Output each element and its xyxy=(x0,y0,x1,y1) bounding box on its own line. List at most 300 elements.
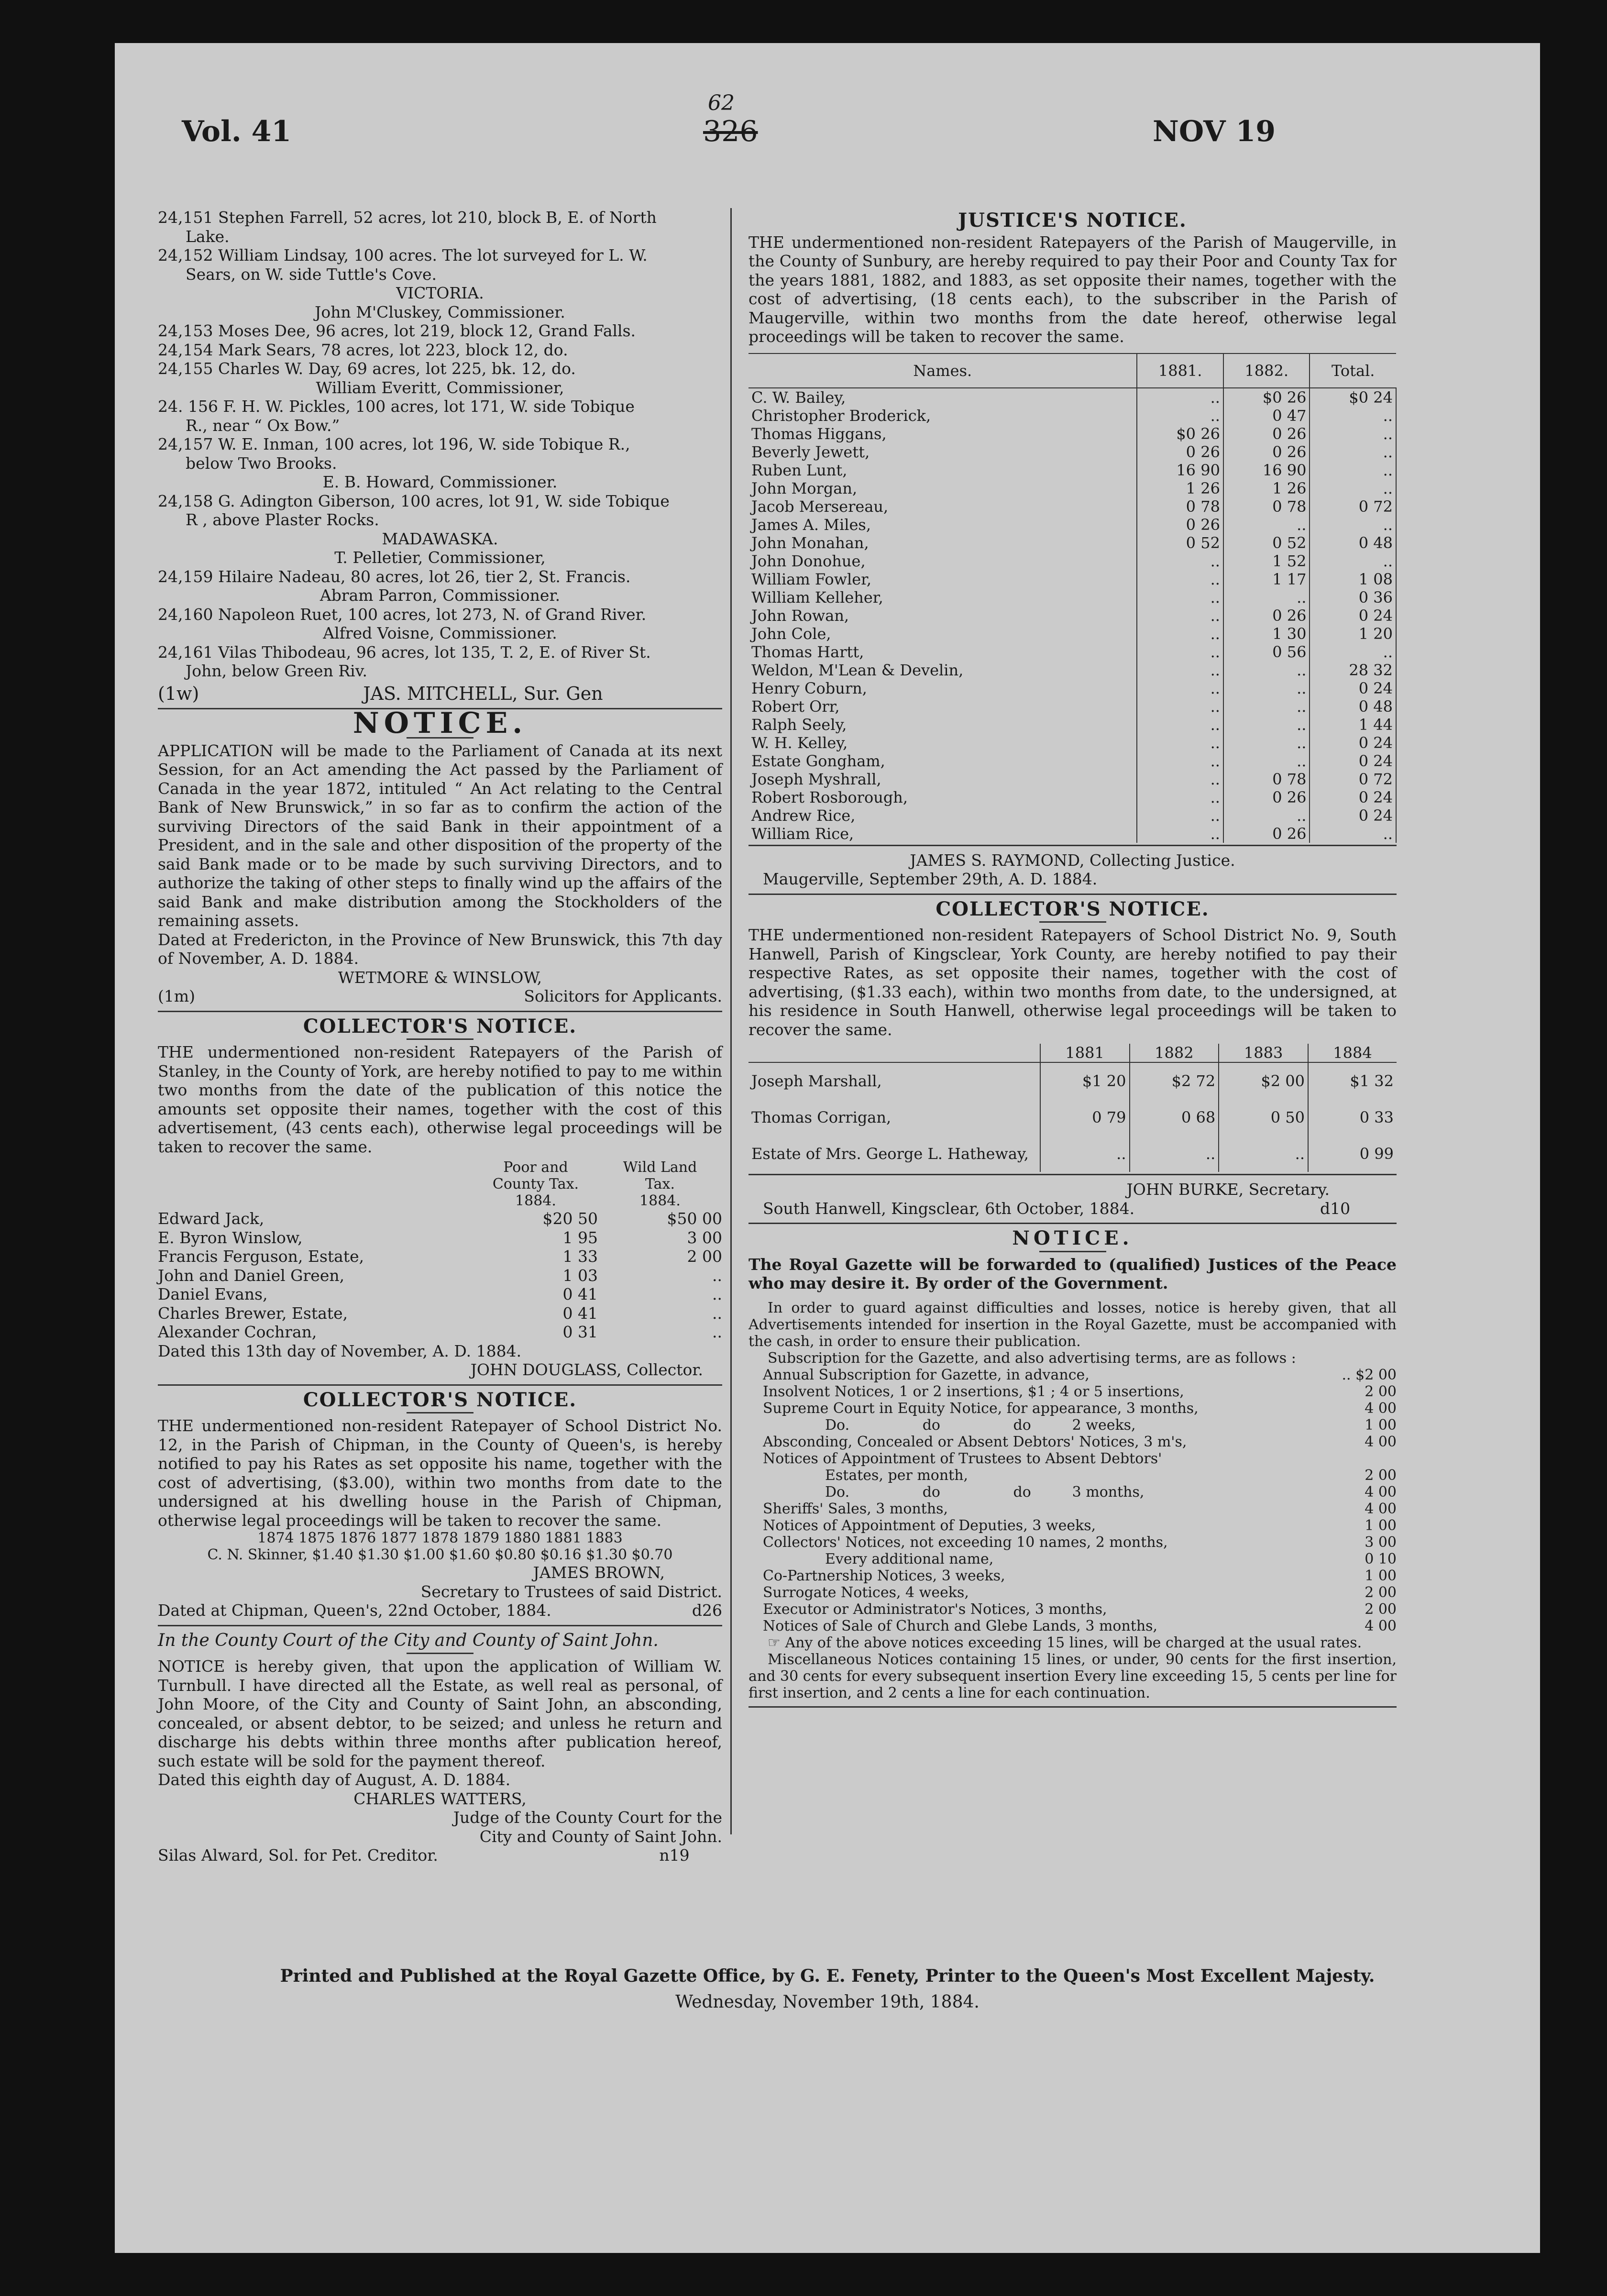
cell: C. W. Bailey, xyxy=(751,388,846,407)
stanley-notice-body: THE undermentioned non-resident Ratepayers of the Parish of Stanley, in the County of York, are hereby notified to pay to me within two months from the date of the publication of this notice the amounts set opposite their names, together with the cost of this advertisement, (43 cents each), otherwise legal proceedings will be taken to recover the same. xyxy=(158,1043,722,1156)
rate-price: 4 00 xyxy=(1365,1433,1397,1450)
table-row xyxy=(158,1209,722,1228)
rate-price: 3 00 xyxy=(1365,1534,1397,1551)
chipman-notice-heading: COLLECTOR'S NOTICE. xyxy=(303,1388,577,1411)
table-row xyxy=(748,443,1396,461)
hanwell-notice-body: THE undermentioned non-resident Ratepayers of School District No. 9, South Hanwell, Parish of Kingsclear, York County, are hereby notified to pay their respective Rates, as set opposite their names, together with the cost of advertising, ($1.33 each), within two months from date, to the undersigned, at his residence in South Hanwell, otherwise legal proceedings will be taken to recover the same. xyxy=(748,926,1397,1039)
stanley-col-wild: Wild Land Tax. 1884. xyxy=(623,1159,697,1209)
rate-label: Surrogate Notices, 4 weeks, xyxy=(763,1584,969,1601)
wild-land-tax: $50 00 xyxy=(667,1209,722,1228)
stanley-col-poor: Poor and County Tax. 1884. xyxy=(492,1159,579,1209)
table-row xyxy=(748,716,1396,734)
gazette-excess-note: ☞ Any of the above notices exceeding 15 lines, will be charged at the usual rates. xyxy=(768,1634,1362,1651)
land-line: R., near “ Ox Bow.” xyxy=(186,416,340,435)
ratepayer-name: Edward Jack, xyxy=(158,1209,264,1228)
cell: 0 24 xyxy=(1310,734,1396,752)
rate-line xyxy=(748,1367,1397,1383)
cell: 1 20 xyxy=(1310,625,1396,643)
table-row xyxy=(748,461,1396,479)
cell: 0 50 xyxy=(1219,1099,1308,1136)
rate-line xyxy=(748,1534,1397,1551)
rate-line xyxy=(748,1517,1397,1534)
rate-label: Executor or Administrator's Notices, 3 months, xyxy=(763,1601,1107,1618)
application-notice-body: APPLICATION will be made to the Parliament of Canada at its next Session, for an Act amending the Act passed by the Parliament of Canada in the year 1872, intituled “ An Act relating to the Central Bank of New Brunswick,” in so far as to confirm the action of the surviving Directors of the said Bank in their appointment of a President, and in the sale and other disposition of the property of the said Bank made or to be made by such surviving Directors, and to authorize the taking of other steps to finally wind up the affairs of the said Bank and make distribution among the Stockholders of the remaining assets. xyxy=(158,741,722,930)
printer-imprint: Printed and Published at the Royal Gazette Office, by G. E. Fenety, Printer to the Queen's Most Excellent Majesty. xyxy=(280,1966,1375,1986)
cell: John Morgan, xyxy=(751,479,858,497)
col-names: Names. xyxy=(748,353,1137,388)
cell: Thomas Hartt, xyxy=(751,642,864,661)
col-1882: 1882 xyxy=(1130,1044,1219,1062)
cell: 1 17 xyxy=(1223,570,1310,588)
cell: .. xyxy=(1223,697,1310,716)
land-signature xyxy=(158,684,722,704)
table-row xyxy=(748,752,1396,770)
rate-line xyxy=(748,1383,1397,1400)
table-row xyxy=(158,1304,722,1323)
cell: .. xyxy=(1137,770,1223,788)
cell: .. xyxy=(1137,788,1223,806)
cell: .. xyxy=(1040,1136,1130,1172)
cell: 0 24 xyxy=(1310,679,1396,697)
cell: 0 24 xyxy=(1310,788,1396,806)
court-notice-body: NOTICE is hereby given, that upon the application of William W. Turnbull. I have directed all the Estate, as well real as personal, of John Moore, of the City and County of Saint John, an absconding, concealed, or absent debtor, to be seized; and unless he return and discharge his debts within three months after publication hereof, such estate will be sold for the payment thereof. xyxy=(158,1657,722,1770)
cell: 1 52 xyxy=(1223,552,1310,570)
cell: .. xyxy=(1223,588,1310,607)
notice-heading: NOTICE. xyxy=(352,706,528,740)
chipman-dated: Dated at Chipman, Queen's, 22nd October, 1884. xyxy=(158,1601,551,1620)
land-line: VICTORIA. xyxy=(396,284,484,302)
cell: .. xyxy=(1137,716,1223,734)
cell: 0 72 xyxy=(1310,770,1396,788)
rate-label: Co-Partnership Notices, 3 weeks, xyxy=(763,1567,1005,1584)
rate-line xyxy=(748,1434,1397,1450)
land-line: 24,161 Vilas Thibodeau, 96 acres, lot 135, T. 2, E. of River St. xyxy=(158,642,651,662)
rate-label: Annual Subscription for Gazette, in advance, xyxy=(763,1366,1090,1383)
land-line: 24,157 W. E. Inman, 100 acres, lot 196, W. side Tobique R., xyxy=(158,435,630,453)
page-number-handwritten: 62 xyxy=(708,91,735,115)
cell: 28 32 xyxy=(1310,661,1396,679)
cell: .. xyxy=(1223,516,1310,534)
ratepayer-name: Alexander Cochran, xyxy=(158,1323,317,1341)
cell: .. xyxy=(1310,552,1396,570)
table-row xyxy=(748,479,1396,497)
court-role-1: Judge of the County Court for the xyxy=(453,1808,722,1827)
cell: .. xyxy=(1137,679,1223,697)
rate-label: Supreme Court in Equity Notice, for appearance, 3 months, xyxy=(763,1400,1199,1417)
cell: Robert Rosborough, xyxy=(751,788,908,806)
cell: 16 90 xyxy=(1137,461,1223,479)
cell: Thomas Higgans, xyxy=(751,424,887,443)
rate-line xyxy=(748,1417,1397,1434)
cell: 0 24 xyxy=(1310,752,1396,770)
cell: $0 26 xyxy=(1137,425,1223,443)
cell: 0 26 xyxy=(1137,443,1223,461)
cell: Jacob Mersereau, xyxy=(751,497,889,516)
cell: Christopher Broderick, xyxy=(751,406,931,425)
cell: .. xyxy=(1223,661,1310,679)
table-row xyxy=(748,570,1396,588)
cell: .. xyxy=(1223,734,1310,752)
col-1883: 1883 xyxy=(1219,1044,1308,1062)
cell: 0 79 xyxy=(1040,1099,1130,1136)
land-line: E. B. Howard, Commissioner. xyxy=(322,473,558,491)
cell: $0 24 xyxy=(1310,388,1396,407)
cell: .. xyxy=(1310,479,1396,497)
cell: .. xyxy=(1310,825,1396,843)
cell: .. xyxy=(1130,1136,1219,1172)
ratepayer-name: Francis Ferguson, Estate, xyxy=(158,1247,364,1266)
table-row xyxy=(158,1228,722,1247)
cell: 1 08 xyxy=(1310,570,1396,588)
cell: Robert Orr, xyxy=(751,697,840,716)
table-row xyxy=(748,1062,1397,1099)
cell: W. H. Kelley, xyxy=(751,733,848,752)
cell: 0 68 xyxy=(1130,1099,1219,1136)
cell: John Rowan, xyxy=(751,606,849,625)
wild-land-tax: .. xyxy=(712,1266,722,1285)
cell: .. xyxy=(1223,716,1310,734)
land-signer: JAS. MITCHELL, Sur. Gen xyxy=(363,683,603,704)
rate-price: 4 00 xyxy=(1365,1483,1397,1501)
rate-price: 4 00 xyxy=(1365,1400,1397,1417)
stanley-table xyxy=(158,1209,722,1342)
land-line: Abram Parron, Commissioner. xyxy=(319,586,561,605)
table-row xyxy=(748,407,1396,425)
table-row xyxy=(748,607,1396,625)
land-line: Lake. xyxy=(186,227,230,246)
cell: $2 72 xyxy=(1130,1062,1219,1099)
gazette-notice-body: The Royal Gazette will be forwarded to (qualified) Justices of the Peace who may desire it. By order of the Government. xyxy=(748,1255,1397,1292)
cell: .. xyxy=(1219,1136,1308,1172)
poor-county-tax: 1 33 xyxy=(562,1247,598,1266)
cell: .. xyxy=(1137,734,1223,752)
land-line: 24,153 Moses Dee, 96 acres, lot 219, block 12, Grand Falls. xyxy=(158,321,636,340)
land-line: 24,151 Stephen Farrell, 52 acres, lot 210, block B, E. of North xyxy=(158,208,657,227)
land-line: 24,155 Charles W. Day, 69 acres, lot 225, bk. 12, do. xyxy=(158,359,576,378)
rate-price xyxy=(1325,1450,1397,1467)
rate-price: 1 00 xyxy=(1365,1517,1397,1534)
poor-county-tax: 0 41 xyxy=(562,1303,598,1323)
cell: $1 32 xyxy=(1308,1062,1397,1099)
cell: 0 56 xyxy=(1223,643,1310,661)
cell: $0 26 xyxy=(1223,388,1310,407)
rate-line xyxy=(748,1551,1397,1567)
table-row xyxy=(748,497,1396,516)
column-divider xyxy=(730,208,732,1834)
justice-notice-body: THE undermentioned non-resident Ratepayers of the Parish of Maugerville, in the County of Sunbury, are hereby required to pay their Poor and County Tax for the years 1881, 1882, and 1883, as set opposite their names, together with the cost of advertising, (18 cents each), to the subscriber in the Parish of Maugerville, within two months from the date hereof, otherwise legal proceedings will be taken to recover the same. xyxy=(748,232,1397,346)
col-total: Total. xyxy=(1310,353,1396,388)
cell: John Monahan, xyxy=(751,533,869,552)
table-row xyxy=(748,806,1396,825)
cell: .. xyxy=(1310,425,1396,443)
rate-line xyxy=(748,1467,1397,1484)
rate-label: Do. do do 2 weeks, xyxy=(825,1416,1136,1434)
cell: .. xyxy=(1310,443,1396,461)
col-1881: 1881 xyxy=(1040,1044,1130,1062)
cell: .. xyxy=(1137,407,1223,425)
rate-line xyxy=(748,1601,1397,1618)
cell: 0 24 xyxy=(1310,806,1396,825)
gazette-terms-intro: Subscription for the Gazette, and also advertising terms, are as follows : xyxy=(768,1349,1296,1367)
cell: .. xyxy=(1137,607,1223,625)
table-row xyxy=(748,770,1396,788)
table-row xyxy=(748,625,1396,643)
table-row xyxy=(158,1247,722,1266)
rate-price: 2 00 xyxy=(1365,1383,1397,1400)
cell: Estate Gongham, xyxy=(751,751,885,770)
hanwell-code: d10 xyxy=(1320,1199,1351,1218)
rate-line xyxy=(748,1567,1397,1584)
cell: Joseph Marshall, xyxy=(751,1072,882,1090)
maugerville-table-header xyxy=(748,353,1396,388)
issue-date: NOV 19 xyxy=(1153,115,1276,148)
table-row xyxy=(748,534,1396,552)
col-1884: 1884 xyxy=(1308,1044,1397,1062)
cell: .. xyxy=(1137,752,1223,770)
chipman-row: C. N. Skinner, $1.40 $1.30 $1.00 $1.60 $0.80 $0.16 $1.30 $0.70 xyxy=(207,1546,673,1563)
land-line: 24,154 Mark Sears, 78 acres, lot 223, block 12, do. xyxy=(158,340,568,359)
cell: Ralph Seely, xyxy=(751,715,847,734)
cell: 0 52 xyxy=(1223,534,1310,552)
court-dated: Dated this eighth day of August, A. D. 1884. xyxy=(158,1770,511,1789)
cell: .. xyxy=(1137,697,1223,716)
hanwell-dated: South Hanwell, Kingsclear, 6th October, 1884. xyxy=(763,1199,1135,1218)
table-row xyxy=(748,588,1396,607)
poor-county-tax: $20 50 xyxy=(542,1209,598,1228)
hanwell-signer: JOHN BURKE, Secretary. xyxy=(1126,1180,1330,1199)
ratepayer-name: John and Daniel Green, xyxy=(158,1266,345,1285)
land-line: T. Pelletier, Commissioner, xyxy=(334,548,546,567)
table-row xyxy=(748,825,1396,843)
pointing-hand-icon: ☞ xyxy=(768,1634,785,1651)
cell: 0 48 xyxy=(1310,697,1396,716)
land-line: Sears, on W. side Tuttle's Cove. xyxy=(186,265,437,284)
table-row xyxy=(748,1099,1397,1136)
table-row xyxy=(748,516,1396,534)
rate-label: Notices of Sale of Church and Glebe Lands, 3 months, xyxy=(763,1617,1158,1634)
rate-price: 0 10 xyxy=(1365,1550,1397,1567)
ratepayer-name: Charles Brewer, Estate, xyxy=(158,1303,348,1323)
cell: $2 00 xyxy=(1219,1062,1308,1099)
wild-land-tax: .. xyxy=(712,1323,722,1341)
cell: 0 26 xyxy=(1223,825,1310,843)
court-solicitor: Silas Alward, Sol. for Pet. Creditor. xyxy=(158,1846,438,1865)
rate-price: 2 00 xyxy=(1365,1584,1397,1601)
col-1882: 1882. xyxy=(1223,353,1310,388)
cell: 0 78 xyxy=(1137,497,1223,516)
table-row xyxy=(158,1285,722,1304)
cell: 0 47 xyxy=(1223,407,1310,425)
cell: Thomas Corrigan, xyxy=(751,1108,892,1126)
rate-line xyxy=(748,1501,1397,1517)
table-row xyxy=(748,788,1396,806)
rate-line xyxy=(748,1584,1397,1601)
page-number: 326 xyxy=(703,115,758,148)
justice-dated: Maugerville, September 29th, A. D. 1884. xyxy=(763,870,1098,888)
cell: .. xyxy=(1310,516,1396,534)
table-row xyxy=(748,1136,1397,1172)
land-line: John M'Cluskey, Commissioner. xyxy=(315,302,565,321)
land-code: (1w) xyxy=(158,683,199,704)
cell: .. xyxy=(1137,388,1223,407)
land-line: 24. 156 F. H. W. Pickles, 100 acres, lot 171, W. side Tobique xyxy=(158,397,635,416)
cell: .. xyxy=(1137,570,1223,588)
cell: .. xyxy=(1137,661,1223,679)
cell: 0 36 xyxy=(1310,588,1396,607)
left-column xyxy=(158,208,722,1865)
rate-price: .. $2 00 xyxy=(1342,1366,1397,1383)
rate-price: 1 00 xyxy=(1365,1567,1397,1584)
table-row xyxy=(748,552,1396,570)
stanley-signer: JOHN DOUGLASS, Collector. xyxy=(470,1360,703,1379)
land-line: MADAWASKA. xyxy=(382,529,498,548)
table-row xyxy=(748,734,1396,752)
volume-label: Vol. 41 xyxy=(182,115,292,148)
chipman-role: Secretary to Trustees of said District. xyxy=(420,1582,722,1601)
cell: 1 26 xyxy=(1223,479,1310,497)
court-role-2: City and County of Saint John. xyxy=(479,1827,722,1846)
rate-label: Notices of Appointment of Trustees to Absent Debtors' xyxy=(763,1450,1162,1467)
land-line: 24,159 Hilaire Nadeau, 80 acres, lot 26, tier 2, St. Francis. xyxy=(158,567,631,586)
cell: 1 26 xyxy=(1137,479,1223,497)
land-line: John, below Green Riv. xyxy=(186,662,367,680)
table-row xyxy=(158,1323,722,1342)
application-code: (1m) xyxy=(158,987,196,1005)
land-line: Alfred Voisne, Commissioner. xyxy=(323,624,557,642)
cell: .. xyxy=(1310,407,1396,425)
wild-land-tax: .. xyxy=(712,1285,722,1303)
cell: John Donohue, xyxy=(751,552,866,570)
rate-label: Every additional name, xyxy=(825,1550,994,1567)
ratepayer-name: E. Byron Winslow, xyxy=(158,1228,303,1247)
rate-label: Do. do do 3 months, xyxy=(825,1483,1145,1501)
cell: Ruben Lunt, xyxy=(751,461,848,479)
table-row xyxy=(748,425,1396,443)
land-line: 24,160 Napoleon Ruet, 100 acres, lot 273, N. of Grand River. xyxy=(158,605,647,624)
cell: .. xyxy=(1223,752,1310,770)
cell: 16 90 xyxy=(1223,461,1310,479)
publication-date: Wednesday, November 19th, 1884. xyxy=(675,1992,980,2012)
application-signer: WETMORE & WINSLOW, xyxy=(338,968,542,987)
rate-price: 1 00 xyxy=(1365,1416,1397,1434)
cell: 0 48 xyxy=(1310,534,1396,552)
land-line: below Two Brooks. xyxy=(186,453,337,473)
rate-label: Insolvent Notices, 1 or 2 insertions, $1 ; 4 or 5 insertions, xyxy=(763,1383,1184,1400)
wild-land-tax: 2 00 xyxy=(687,1247,722,1266)
wild-land-tax: 3 00 xyxy=(687,1228,722,1247)
ratepayer-name: Daniel Evans, xyxy=(158,1285,268,1303)
table-row xyxy=(748,697,1396,716)
cell: William Kelleher, xyxy=(751,588,883,607)
land-grant-list xyxy=(158,208,722,681)
table-row xyxy=(748,388,1396,407)
cell: 0 33 xyxy=(1308,1099,1397,1136)
poor-county-tax: 1 95 xyxy=(562,1228,598,1247)
poor-county-tax: 0 31 xyxy=(562,1323,598,1341)
cell: .. xyxy=(1137,625,1223,643)
poor-county-tax: 0 41 xyxy=(562,1285,598,1303)
cell: Henry Coburn, xyxy=(751,679,867,697)
cell: William Fowler, xyxy=(751,570,872,588)
chipman-code: d26 xyxy=(692,1601,722,1620)
gazette-cash-paragraph: In order to guard against difficulties and losses, notice is hereby given, that all Advertisements intended for insertion in the Royal Gazette, must be accompanied with the cash, in order to ensure their publication. xyxy=(748,1299,1397,1350)
col-1881: 1881. xyxy=(1137,353,1223,388)
table-row xyxy=(748,643,1396,661)
cell: $1 20 xyxy=(1040,1062,1130,1099)
rate-line xyxy=(748,1400,1397,1417)
rate-line xyxy=(748,1484,1397,1501)
cell: 0 72 xyxy=(1310,497,1396,516)
application-notice-dated: Dated at Fredericton, in the Province of New Brunswick, this 7th day of November, A. D. 1884. xyxy=(158,930,722,968)
table-row xyxy=(748,679,1396,697)
cell: 0 26 xyxy=(1137,516,1223,534)
cell: .. xyxy=(1137,825,1223,843)
court-notice-heading: In the County Court of the City and County of Saint John. xyxy=(158,1630,659,1650)
rate-label: Notices of Appointment of Deputies, 3 weeks, xyxy=(763,1517,1096,1534)
land-line: 24,158 G. Adington Giberson, 100 acres, lot 91, W. side Tobique xyxy=(158,491,670,510)
court-code: n19 xyxy=(659,1846,690,1865)
chipman-signer: JAMES BROWN, xyxy=(533,1563,665,1582)
hanwell-table xyxy=(748,1044,1397,1172)
land-line: William Everitt, Commissioner, xyxy=(316,378,564,397)
cell: .. xyxy=(1223,806,1310,825)
gazette-misc-notices: Miscellaneous Notices containing 15 lines, or under, 90 cents for the first insertion, and 30 cents for every subsequent insertion Every line exceeding 15, 5 cents per line for first insertion, and 2 cents a line for each continuation. xyxy=(748,1651,1397,1701)
hanwell-notice-heading: COLLECTOR'S NOTICE. xyxy=(936,897,1210,920)
application-role: Solicitors for Applicants. xyxy=(524,987,722,1005)
chipman-notice-body: THE undermentioned non-resident Ratepayer of School District No. 12, in the Parish of Chipman, in the County of Queen's, is hereby notified to pay his Rates as set opposite his name, together with the cost of advertising, ($3.00), within two months from date to the undersigned at his dwelling house in the Parish of Chipman, otherwise legal proceedings will be taken to recover the same. xyxy=(158,1416,722,1530)
cell: Estate of Mrs. George L. Hatheway, xyxy=(751,1145,1029,1163)
cell: Joseph Myshrall, xyxy=(751,770,881,788)
gazette-notice-heading: NOTICE. xyxy=(1012,1227,1133,1249)
cell: Beverly Jewett, xyxy=(751,442,870,461)
cell: .. xyxy=(1137,588,1223,607)
cell: 0 24 xyxy=(1310,607,1396,625)
advertising-rates xyxy=(748,1367,1397,1634)
cell: .. xyxy=(1310,461,1396,479)
cell: .. xyxy=(1137,643,1223,661)
rate-label: Collectors' Notices, not exceeding 10 names, 2 months, xyxy=(763,1534,1168,1551)
cell: 0 26 xyxy=(1223,607,1310,625)
cell: .. xyxy=(1137,806,1223,825)
rate-label: Absconding, Concealed or Absent Debtors' Notices, 3 m's, xyxy=(763,1433,1187,1450)
cell: .. xyxy=(1223,679,1310,697)
gazette-page xyxy=(115,43,1540,2253)
cell: 0 26 xyxy=(1223,425,1310,443)
right-column xyxy=(748,208,1397,1712)
justice-notice-heading: JUSTICE'S NOTICE. xyxy=(958,209,1187,232)
rate-label: Sheriffs' Sales, 3 months, xyxy=(763,1500,948,1517)
maugerville-table xyxy=(748,353,1397,843)
cell: James A. Miles, xyxy=(751,515,871,534)
chipman-years: 1874 1875 1876 1877 1878 1879 1880 1881 1883 xyxy=(257,1530,623,1546)
rate-price: 2 00 xyxy=(1365,1601,1397,1618)
cell: .. xyxy=(1310,643,1396,661)
cell: 0 26 xyxy=(1223,443,1310,461)
cell: 0 26 xyxy=(1223,788,1310,806)
cell: Weldon, M'Lean & Develin, xyxy=(751,661,964,679)
cell: 1 30 xyxy=(1223,625,1310,643)
table-row xyxy=(748,661,1396,679)
justice-signer: JAMES S. RAYMOND, Collecting Justice. xyxy=(910,850,1235,870)
cell: William Rice, xyxy=(751,824,854,843)
table-row xyxy=(158,1266,722,1285)
court-signer: CHARLES WATTERS, xyxy=(353,1789,527,1808)
land-line: 24,152 William Lindsay, 100 acres. The lot surveyed for L. W. xyxy=(158,246,648,265)
land-line: R , above Plaster Rocks. xyxy=(186,510,379,529)
hanwell-table-header xyxy=(748,1044,1397,1062)
cell: 1 44 xyxy=(1310,716,1396,734)
cell: John Cole, xyxy=(751,624,831,643)
